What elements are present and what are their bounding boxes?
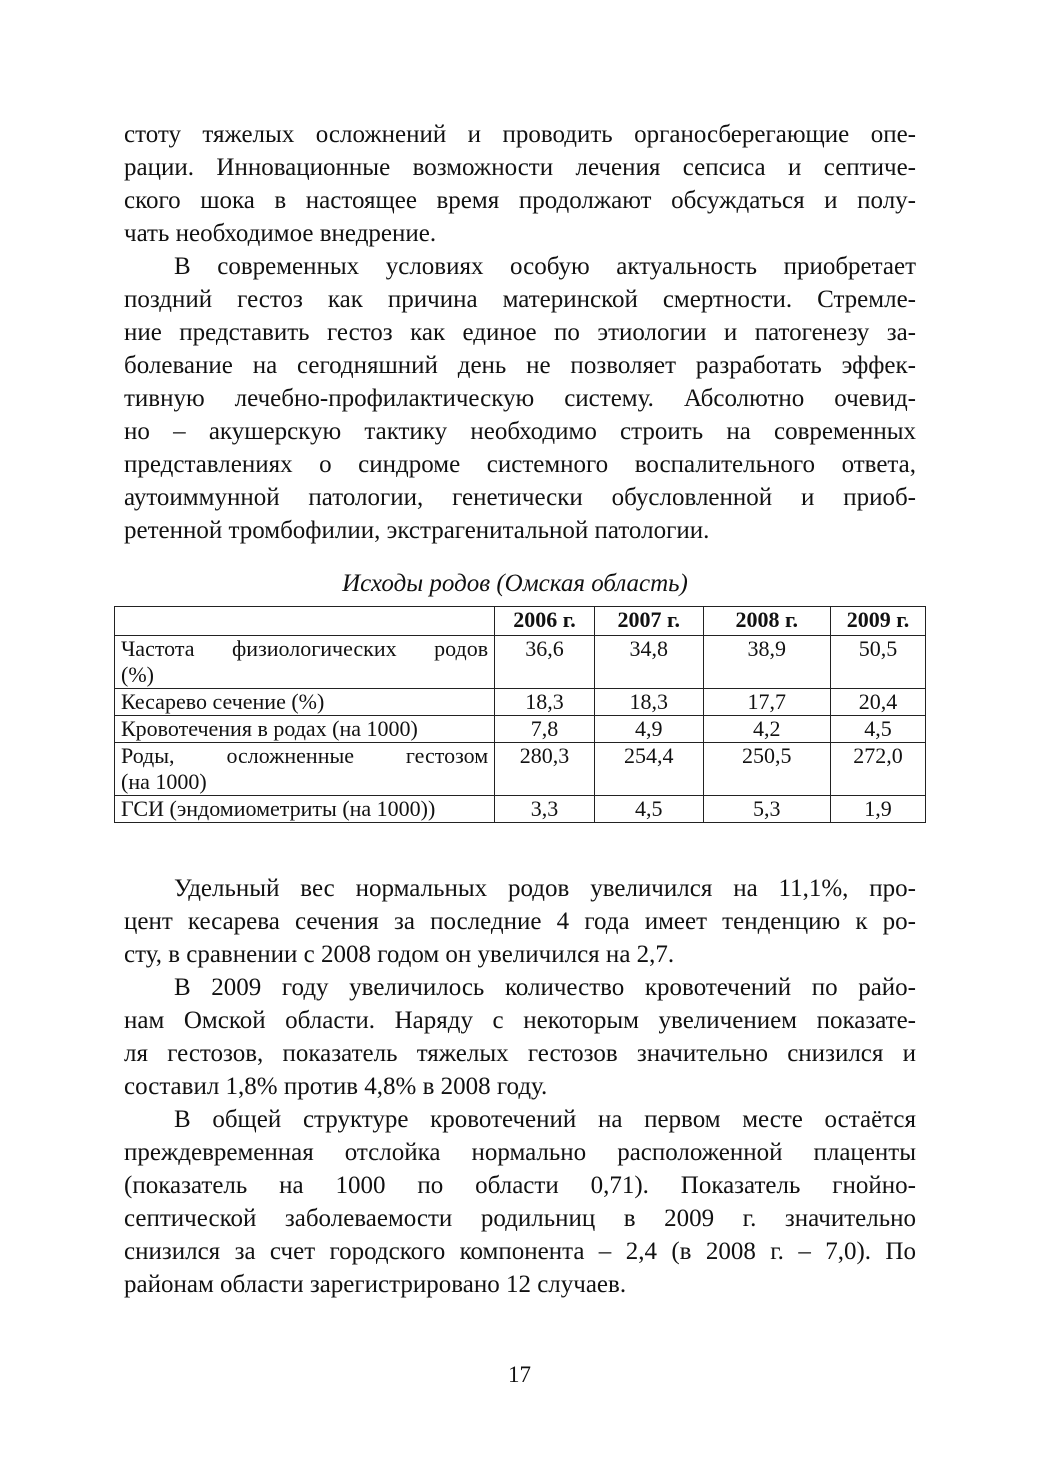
table-cell: 272,0 [830, 743, 925, 796]
paragraph-4 [124, 971, 916, 1103]
table-cell: 5,3 [703, 796, 830, 823]
text-line: преждевременная отслойка нормально расположенной плаценты [124, 1139, 916, 1166]
text-line: рации. Инновационные возможности лечения сепсиса и септиче- [124, 154, 916, 181]
table-cell: 4,5 [830, 716, 925, 743]
paragraph-1 [124, 118, 916, 250]
text-line: аутоиммунной патологии, генетически обусловленной и приоб- [124, 484, 916, 511]
table-cell: 1,9 [830, 796, 925, 823]
table-row [115, 743, 926, 796]
paragraph-2 [124, 250, 916, 547]
text-line: ского шока в настоящее время продолжают обсуждаться и полу- [124, 187, 916, 214]
text-line: болевание на сегодняшний день не позволяет разработать эффек- [124, 352, 916, 379]
text-line: стоту тяжелых осложнений и проводить органосберегающие опе- [124, 121, 916, 148]
text-line: цент кесарева сечения за последние 4 года имеет тенденцию к ро- [124, 908, 916, 935]
text-line: районам области зарегистрировано 12 случаев. [124, 1271, 627, 1298]
text-line: но – акушерскую тактику необходимо строить на современных [124, 418, 916, 445]
table-cell: 4,5 [594, 796, 703, 823]
outcomes-table [114, 606, 926, 823]
table-cell: 20,4 [830, 689, 925, 716]
text-line: нам Омской области. Наряду с некоторым увеличением показате- [124, 1007, 916, 1034]
row-label: Кесарево сечение (%) [115, 689, 495, 716]
table-row [115, 689, 926, 716]
table-cell: 4,2 [703, 716, 830, 743]
table-cell: 36,6 [495, 636, 595, 689]
text-line: сту, в сравнении с 2008 годом он увеличился на 2,7. [124, 941, 675, 968]
text-line: В 2009 году увеличилось количество кровотечений по райо- [174, 974, 916, 1001]
table-cell: 7,8 [495, 716, 595, 743]
text-line: ретенной тромбофилии, экстрагенитальной патологии. [124, 517, 710, 544]
text-line: чать необходимое внедрение. [124, 220, 437, 247]
row-label: ГСИ (эндомиометриты (на 1000)) [115, 796, 495, 823]
table-cell: 17,7 [703, 689, 830, 716]
text-line: снизился за счет городского компонента – 2,4 (в 2008 г. – 7,0). По [124, 1238, 916, 1265]
table-header-cell: 2006 г. [495, 607, 595, 636]
text-line: поздний гестоз как причина материнской смертности. Стремле- [124, 286, 916, 313]
table-cell: 18,3 [594, 689, 703, 716]
table-cell: 18,3 [495, 689, 595, 716]
table-row [115, 796, 926, 823]
text-line: В общей структуре кровотечений на первом месте остаётся [174, 1106, 916, 1133]
table-header-row [115, 607, 926, 636]
text-line: тивную лечебно-профилактическую систему. Абсолютно очевид- [124, 385, 916, 412]
table-header-cell: 2008 г. [703, 607, 830, 636]
row-label-line: (на 1000) [121, 769, 207, 794]
text-block-top [124, 118, 916, 599]
text-line: В современных условиях особую актуальность приобретает [174, 253, 916, 280]
table-header-cell [115, 607, 495, 636]
row-label-line: (%) [121, 662, 154, 687]
table-cell: 254,4 [594, 743, 703, 796]
row-label [115, 743, 495, 796]
table-cell: 50,5 [830, 636, 925, 689]
text-line: септической заболеваемости родильниц в 2009 г. значительно [124, 1205, 916, 1232]
row-label-line: Частота физиологических родов [121, 636, 489, 661]
table-cell: 280,3 [495, 743, 595, 796]
table-cell: 250,5 [703, 743, 830, 796]
table-cell: 4,9 [594, 716, 703, 743]
table-header-cell: 2007 г. [594, 607, 703, 636]
table-caption: Исходы родов (Омская область) [342, 570, 688, 597]
row-label: Кровотечения в родах (на 1000) [115, 716, 495, 743]
table-row [115, 636, 926, 689]
table-row [115, 716, 926, 743]
text-line: ля гестозов, показатель тяжелых гестозов значительно снизился и [124, 1040, 916, 1067]
paragraph-5 [124, 1103, 916, 1301]
table-header-cell: 2009 г. [830, 607, 925, 636]
text-line: (показатель на 1000 по области 0,71). Показатель гнойно- [124, 1172, 916, 1199]
table-cell: 3,3 [495, 796, 595, 823]
table-cell: 34,8 [594, 636, 703, 689]
paragraph-3 [124, 872, 916, 971]
row-label [115, 636, 495, 689]
table-cell: 38,9 [703, 636, 830, 689]
text-line: ние представить гестоз как единое по этиологии и патогенезу за- [124, 319, 916, 346]
text-line: представлениях о синдроме системного воспалительного ответа, [124, 451, 916, 478]
text-line: составил 1,8% против 4,8% в 2008 году. [124, 1073, 548, 1100]
text-line: Удельный вес нормальных родов увеличился на 11,1%, про- [174, 875, 916, 902]
text-block-bottom [124, 872, 916, 1301]
row-label-line: Роды, осложненные гестозом [121, 743, 489, 768]
page-number: 17 [508, 1362, 531, 1387]
